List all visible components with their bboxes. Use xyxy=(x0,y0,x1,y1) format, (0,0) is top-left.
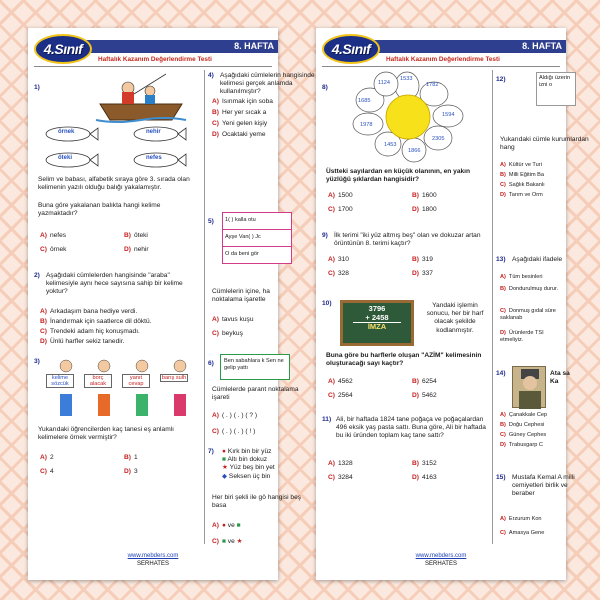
header-divider xyxy=(34,66,272,67)
option-a[interactable]: A) ( . ) ( . ) ( ? ) xyxy=(212,412,258,419)
option-c[interactable]: C) Yeni gelen kişiy xyxy=(212,120,268,127)
question-number: 12) xyxy=(496,76,506,83)
question-text: Üstteki sayılardan en küçük olanının, en yakın yüzlüğü şıklardan hangisidir? xyxy=(326,168,471,184)
board-word: İMZA xyxy=(367,322,387,332)
question-text: Buna göre bu harflerle oluşan "AZİM" kelimesinin oluşturacağı sayı kaçtır? xyxy=(326,352,482,368)
question-text: Ali, bir haftada 1824 tane poğaça ve poğaçalardan 496 eksik yaş pasta sattı. Buna göre, Ali bir haftada bu iki üründen toplam kaç tane sattı? xyxy=(336,416,486,440)
footer-author: SERHATES xyxy=(137,560,169,567)
option-c[interactable]: C) 4 xyxy=(40,468,54,475)
petal-number: 1453 xyxy=(384,142,397,148)
option-a[interactable]: A) Kültür ve Turi xyxy=(500,162,542,168)
question-6 xyxy=(208,354,299,448)
petal-number: 1782 xyxy=(426,82,439,88)
option-b[interactable]: B) 319 xyxy=(412,256,433,263)
option-b[interactable]: B) 6254 xyxy=(412,378,437,385)
question-text: Cümlelerde parant noktalama işareti xyxy=(212,386,299,402)
sentence-table xyxy=(222,212,292,264)
question-15 xyxy=(496,474,575,554)
option-c[interactable]: C) örnek xyxy=(40,246,67,253)
question-13 xyxy=(496,256,566,366)
star-bullet-icon: ★ xyxy=(222,464,228,472)
question-number: 11) xyxy=(322,416,332,423)
right-column xyxy=(496,70,589,544)
question-number: 9) xyxy=(322,232,328,239)
fishing-boat-illustration xyxy=(96,72,186,124)
portrait-image xyxy=(512,366,546,408)
grade-header-band xyxy=(73,40,278,53)
fish-label: örnek xyxy=(58,129,75,135)
question-10 xyxy=(322,300,492,430)
petal-number: 1594 xyxy=(442,112,455,118)
petal-number: 1866 xyxy=(408,148,421,154)
student-card: barış sulh xyxy=(161,375,187,381)
question-text: Selim ve babası, alfabetik sıraya göre 3. sırada olan kelimenin yazılı olduğu balığı yakalamıştır. xyxy=(38,176,190,192)
option-b[interactable]: B) Dondurulmuş durur. xyxy=(500,286,559,292)
question-text: Yukarıdaki cümle kurumlardan hang xyxy=(500,136,589,152)
option-b[interactable]: B) Her yer sıcak a xyxy=(212,109,267,116)
question-text: Yukarıdaki öğrencilerden kaç tanesi eş anlamlı kelimelere örnek vermiştir? xyxy=(38,426,174,442)
question-8 xyxy=(322,72,492,222)
question-number: 7) xyxy=(208,448,214,455)
petal-number: 1685 xyxy=(358,98,371,104)
option-b[interactable]: B) Doğu Cephesi xyxy=(500,422,545,428)
option-d[interactable]: D) Tarım ve Orm xyxy=(500,192,543,198)
option-c[interactable]: C) 328 xyxy=(328,270,349,277)
option-a[interactable]: A) 2 xyxy=(40,454,54,461)
portrait-icon xyxy=(513,367,547,409)
option-b[interactable]: B) öteki xyxy=(124,232,148,239)
question-9 xyxy=(322,232,492,294)
option-b[interactable]: B) 1600 xyxy=(412,192,437,199)
left-column xyxy=(34,70,204,544)
option-a[interactable]: A) Erzurum Kon xyxy=(500,516,542,522)
option-c[interactable]: C) 1700 xyxy=(328,206,353,213)
grade-title: 8. HAFTA xyxy=(234,41,274,51)
option-a[interactable]: A) Isınmak için soba xyxy=(212,98,273,105)
option-c[interactable]: C) beykuş xyxy=(212,330,243,337)
option-a[interactable]: A) Çanakkale Cep xyxy=(500,412,548,418)
question-number: 5) xyxy=(208,218,214,225)
petal-number: 1124 xyxy=(378,80,391,86)
fish-label: nehir xyxy=(146,129,161,135)
question-text: Her biri şekli ile gö hangisi beş basa xyxy=(212,494,302,510)
student-card: borç alacak xyxy=(84,374,112,388)
option-c[interactable]: C) Sağlık Bakanlı xyxy=(500,182,545,188)
question-number: 10) xyxy=(322,300,332,307)
option-d[interactable]: D) Ocaktaki yeme xyxy=(212,131,266,138)
question-text: Mustafa Kemal A milli cemiyetleri birlik ve beraber xyxy=(512,474,575,498)
grade-title: 8. HAFTA xyxy=(522,41,562,51)
question-12 xyxy=(496,72,589,232)
shape-list: ● Kırk bin bir yüz ■ Altı bin dokuz ★ Yüz beş bin yet ◆ Seksen üç bin xyxy=(222,448,275,480)
option-c[interactable]: C) ■ ve ★ xyxy=(212,538,243,545)
student-card: yanıt cevap xyxy=(122,374,150,388)
question-number: 4) xyxy=(208,72,214,79)
question-number: 2) xyxy=(34,272,40,279)
option-d[interactable]: D) Trabusgarp C xyxy=(500,442,543,448)
board-number: 3796 xyxy=(368,304,386,313)
left-worksheet-page xyxy=(28,28,315,580)
table-row: 1( ) kalla otu xyxy=(223,213,291,230)
option-c[interactable]: C) Trendeki adam hiç konuşmadı. xyxy=(40,328,140,335)
question-prompt: Buna göre yakalanan balıkta hangi kelime yazmaktadır? xyxy=(38,202,161,218)
table-row: Ayşe Van( ) Jc xyxy=(223,230,291,247)
question-5 xyxy=(208,212,278,350)
question-number: 13) xyxy=(496,256,506,263)
option-c[interactable]: C) ( . ) ( . ) ( ! ) xyxy=(212,428,256,435)
petal-number: 2305 xyxy=(432,136,445,142)
right-column xyxy=(208,70,315,545)
footer-link[interactable]: www.mebders.com xyxy=(415,553,467,559)
question-11 xyxy=(322,416,492,506)
question-7 xyxy=(208,448,302,558)
option-b[interactable]: B) 3152 xyxy=(412,460,437,467)
question-number: 3) xyxy=(34,358,40,365)
option-a[interactable]: A) 310 xyxy=(328,256,349,263)
circle-bullet-icon: ● xyxy=(222,448,226,455)
fish-label: nefes xyxy=(146,155,162,161)
question-1 xyxy=(34,72,204,272)
page-footer xyxy=(28,553,278,568)
grade-logo: 4.Sınıf xyxy=(322,34,380,64)
option-a[interactable]: A) 1500 xyxy=(328,192,353,199)
info-card: Aldığı üzerin izni o xyxy=(536,72,576,106)
question-number: 15) xyxy=(496,474,506,481)
question-number: 6) xyxy=(208,360,214,367)
header-divider xyxy=(322,66,560,67)
option-c[interactable]: C) Amasya Gene xyxy=(500,530,545,536)
option-d[interactable]: D) 4163 xyxy=(412,474,437,481)
chalkboard xyxy=(340,300,414,346)
petal-number: 1978 xyxy=(360,122,373,128)
fish-label: öteki xyxy=(58,155,73,161)
diamond-bullet-icon: ◆ xyxy=(222,472,228,480)
option-a[interactable]: A) Tüm besinleri xyxy=(500,274,543,280)
question-side-text: Yandaki işlemin sonucu, her bir harf olacak şekilde kodlanmıştır. xyxy=(426,302,484,334)
option-a[interactable]: A) ● ve ■ xyxy=(212,522,241,529)
page-footer xyxy=(316,553,566,568)
option-d[interactable]: D) nehir xyxy=(124,246,149,253)
student-card: kelime sözcük xyxy=(46,374,74,388)
footer-author: SERHATES xyxy=(425,560,457,567)
option-c[interactable]: C) Güney Cephes xyxy=(500,432,547,438)
question-number: 8) xyxy=(322,84,328,91)
option-d[interactable]: D) Ünlü harfler sekiz tanedir. xyxy=(40,338,125,345)
question-14 xyxy=(496,366,570,466)
question-text: Cümlelerin içine, ha noktalama işaretle xyxy=(212,288,270,304)
test-subtitle: Haftalık Kazanım Değerlendirme Testi xyxy=(98,56,212,63)
option-d[interactable]: D) 3 xyxy=(124,468,138,475)
question-text: Aşağıdaki ifadele xyxy=(512,256,563,263)
table-row: O da beni gör xyxy=(225,251,259,257)
question-number: 1) xyxy=(34,84,40,91)
footer-link[interactable]: www.mebders.com xyxy=(127,553,179,559)
question-text: Aşağıdaki cümlelerden hangisinde "araba" kelimesiyle aynı hece sayısına sahip bir kelime yoktur? xyxy=(46,272,183,296)
option-a[interactable]: A) nefes xyxy=(40,232,67,239)
option-a[interactable]: A) 4562 xyxy=(328,378,353,385)
option-d[interactable]: D) 337 xyxy=(412,270,433,277)
option-d[interactable]: D) 5462 xyxy=(412,392,437,399)
option-a[interactable]: A) Arkadaşım bana hediye verdi. xyxy=(40,308,138,315)
option-a[interactable]: A) 1328 xyxy=(328,460,353,467)
question-text: Aşağıdaki cümlelerin hangisinde kelimesi gerçek anlamda kullanılmıştır? xyxy=(220,72,315,96)
option-a[interactable]: A) tavus kuşu xyxy=(212,316,254,323)
question-number: 14) xyxy=(496,370,506,377)
option-b[interactable]: B) İnandırmak için saatlerce dil döktü. xyxy=(40,318,152,325)
question-4 xyxy=(208,72,315,160)
question-side-text: Ata sa Ka xyxy=(550,370,570,386)
right-worksheet-page xyxy=(316,28,589,580)
column-divider xyxy=(492,70,493,544)
board-number: + 2458 xyxy=(353,314,401,324)
petal-number: 1533 xyxy=(400,76,413,82)
test-subtitle: Haftalık Kazanım Değerlendirme Testi xyxy=(386,56,500,63)
question-text: İlk terimi "iki yüz altmış beş" olan ve dokuzar artan örüntünün 8. terimi kaçtır? xyxy=(334,232,481,248)
option-b[interactable]: B) Milli Eğitim Ba xyxy=(500,172,545,178)
square-bullet-icon: ■ xyxy=(222,456,226,464)
option-b[interactable]: B) 1 xyxy=(124,454,138,461)
option-d[interactable]: D) 1800 xyxy=(412,206,437,213)
option-c[interactable]: C) 3284 xyxy=(328,474,353,481)
left-column xyxy=(322,70,492,544)
grade-logo: 4.Sınıf xyxy=(34,34,92,64)
option-d[interactable]: D) Ürünlerde TSI etmeliyiz. xyxy=(500,330,544,343)
question-3 xyxy=(34,354,204,504)
option-c[interactable]: C) Donmuş gıdal süre saklanab xyxy=(500,308,556,321)
sentence-box: Ben sabahlara k Sen ne gelip yattı xyxy=(220,354,290,380)
column-divider xyxy=(204,70,205,544)
option-c[interactable]: C) 2564 xyxy=(328,392,353,399)
grade-header-band xyxy=(361,40,566,53)
